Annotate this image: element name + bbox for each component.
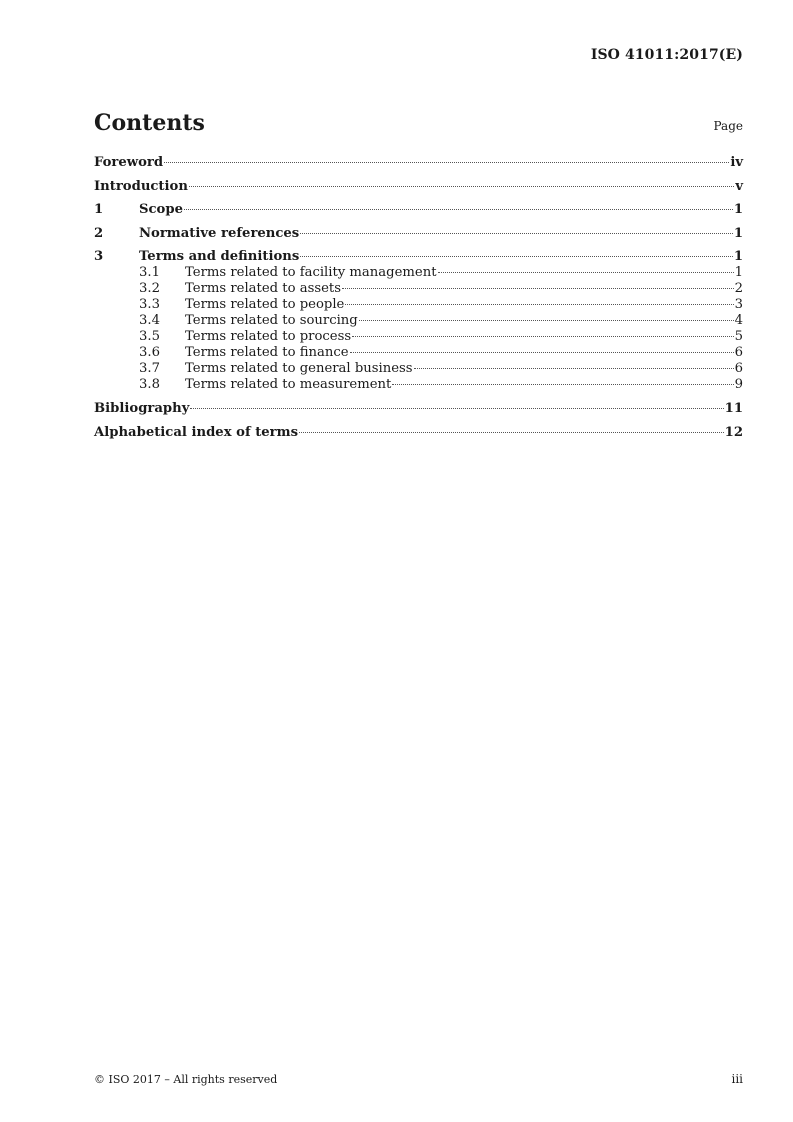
toc-entry-page: 9 [734, 377, 743, 392]
dot-leader [350, 352, 734, 353]
toc-entry-number: 3.8 [139, 377, 160, 392]
toc-entry-page: 5 [734, 329, 743, 344]
toc-entry-section-1[interactable] [94, 202, 743, 218]
toc-entry-page: 3 [734, 297, 743, 312]
toc-entry-title: Foreword [94, 155, 164, 170]
toc-entry-page: 2 [734, 281, 743, 296]
dot-leader [189, 186, 734, 187]
toc-entry-page: 1 [733, 225, 743, 241]
toc-entry-title: Terms and definitions [139, 249, 300, 264]
dot-leader [352, 336, 733, 337]
toc-entry-page: 4 [734, 313, 743, 328]
toc-entry-page: v [735, 178, 743, 194]
toc-entry-title: Terms related to measurement [185, 377, 392, 392]
toc-entry-title: Terms related to finance [185, 345, 349, 360]
toc-entry-title: Bibliography [94, 401, 190, 416]
document-header-code: ISO 41011:2017(E) [590, 47, 743, 63]
toc-entry-introduction[interactable] [94, 179, 743, 195]
toc-entry-title: Terms related to sourcing [185, 313, 358, 328]
toc-entry-number: 2 [94, 225, 104, 241]
page-column-label: Page [713, 119, 743, 133]
toc-entry-title: Introduction [94, 178, 188, 194]
toc-entry-index[interactable] [94, 425, 743, 441]
toc-subentry-3-5[interactable] [94, 329, 743, 345]
dot-leader [300, 233, 733, 234]
toc-entry-number: 3.4 [139, 313, 160, 328]
dot-leader [438, 272, 734, 273]
dot-leader [359, 320, 734, 321]
toc-entry-title: Alphabetical index of terms [94, 424, 299, 440]
toc-entry-section-3[interactable] [94, 249, 743, 265]
toc-entry-section-2[interactable] [94, 226, 743, 242]
footer-page-number: iii [731, 1072, 743, 1086]
dot-leader [392, 384, 733, 385]
toc-entry-title: Terms related to process [185, 329, 352, 344]
toc-entry-title: Terms related to general business [185, 361, 413, 376]
toc-entry-page: 1 [733, 249, 743, 264]
toc-entry-page: 12 [724, 424, 743, 440]
toc-subentry-3-3[interactable] [94, 297, 743, 313]
toc-entry-number: 3.2 [139, 281, 160, 296]
toc-entry-number: 3.7 [139, 361, 160, 376]
toc-entry-title: Normative references [139, 225, 300, 241]
toc-entry-number: 3.1 [139, 265, 160, 280]
toc-subentry-3-8[interactable] [94, 377, 743, 393]
toc-entry-title: Terms related to assets [185, 281, 341, 296]
toc-subentry-3-6[interactable] [94, 345, 743, 361]
toc-entry-page: 1 [734, 265, 743, 280]
toc-entry-title: Terms related to people [185, 297, 345, 312]
toc-subentry-3-4[interactable] [94, 313, 743, 329]
toc-entry-number: 1 [94, 202, 104, 217]
footer-copyright: © ISO 2017 – All rights reserved [94, 1073, 278, 1086]
toc-entry-title: Terms related to facility management [185, 265, 437, 280]
toc-entry-number: 3 [94, 249, 104, 264]
toc-subentry-3-1[interactable] [94, 265, 743, 281]
toc-entry-page: 6 [734, 361, 743, 376]
dot-leader [184, 209, 733, 210]
toc-entry-page: 1 [733, 202, 743, 217]
toc-entry-page: 11 [724, 401, 743, 416]
toc-entry-number: 3.6 [139, 345, 160, 360]
toc-entry-page: 6 [734, 345, 743, 360]
table-of-contents [94, 155, 743, 448]
dot-leader [345, 304, 733, 305]
dot-leader [342, 288, 734, 289]
dot-leader [300, 256, 733, 257]
toc-entry-number: 3.5 [139, 329, 160, 344]
dot-leader [299, 432, 724, 433]
toc-entry-bibliography[interactable] [94, 401, 743, 417]
contents-heading-row [94, 110, 743, 136]
toc-entry-foreword[interactable] [94, 155, 743, 171]
toc-entry-page: iv [730, 155, 743, 170]
toc-entry-title: Scope [139, 202, 183, 217]
contents-title: Contents [94, 110, 205, 136]
toc-subentry-3-2[interactable] [94, 281, 743, 297]
dot-leader [164, 162, 729, 163]
dot-leader [190, 408, 723, 409]
dot-leader [414, 368, 734, 369]
toc-entry-number: 3.3 [139, 297, 160, 312]
toc-subentry-3-7[interactable] [94, 361, 743, 377]
